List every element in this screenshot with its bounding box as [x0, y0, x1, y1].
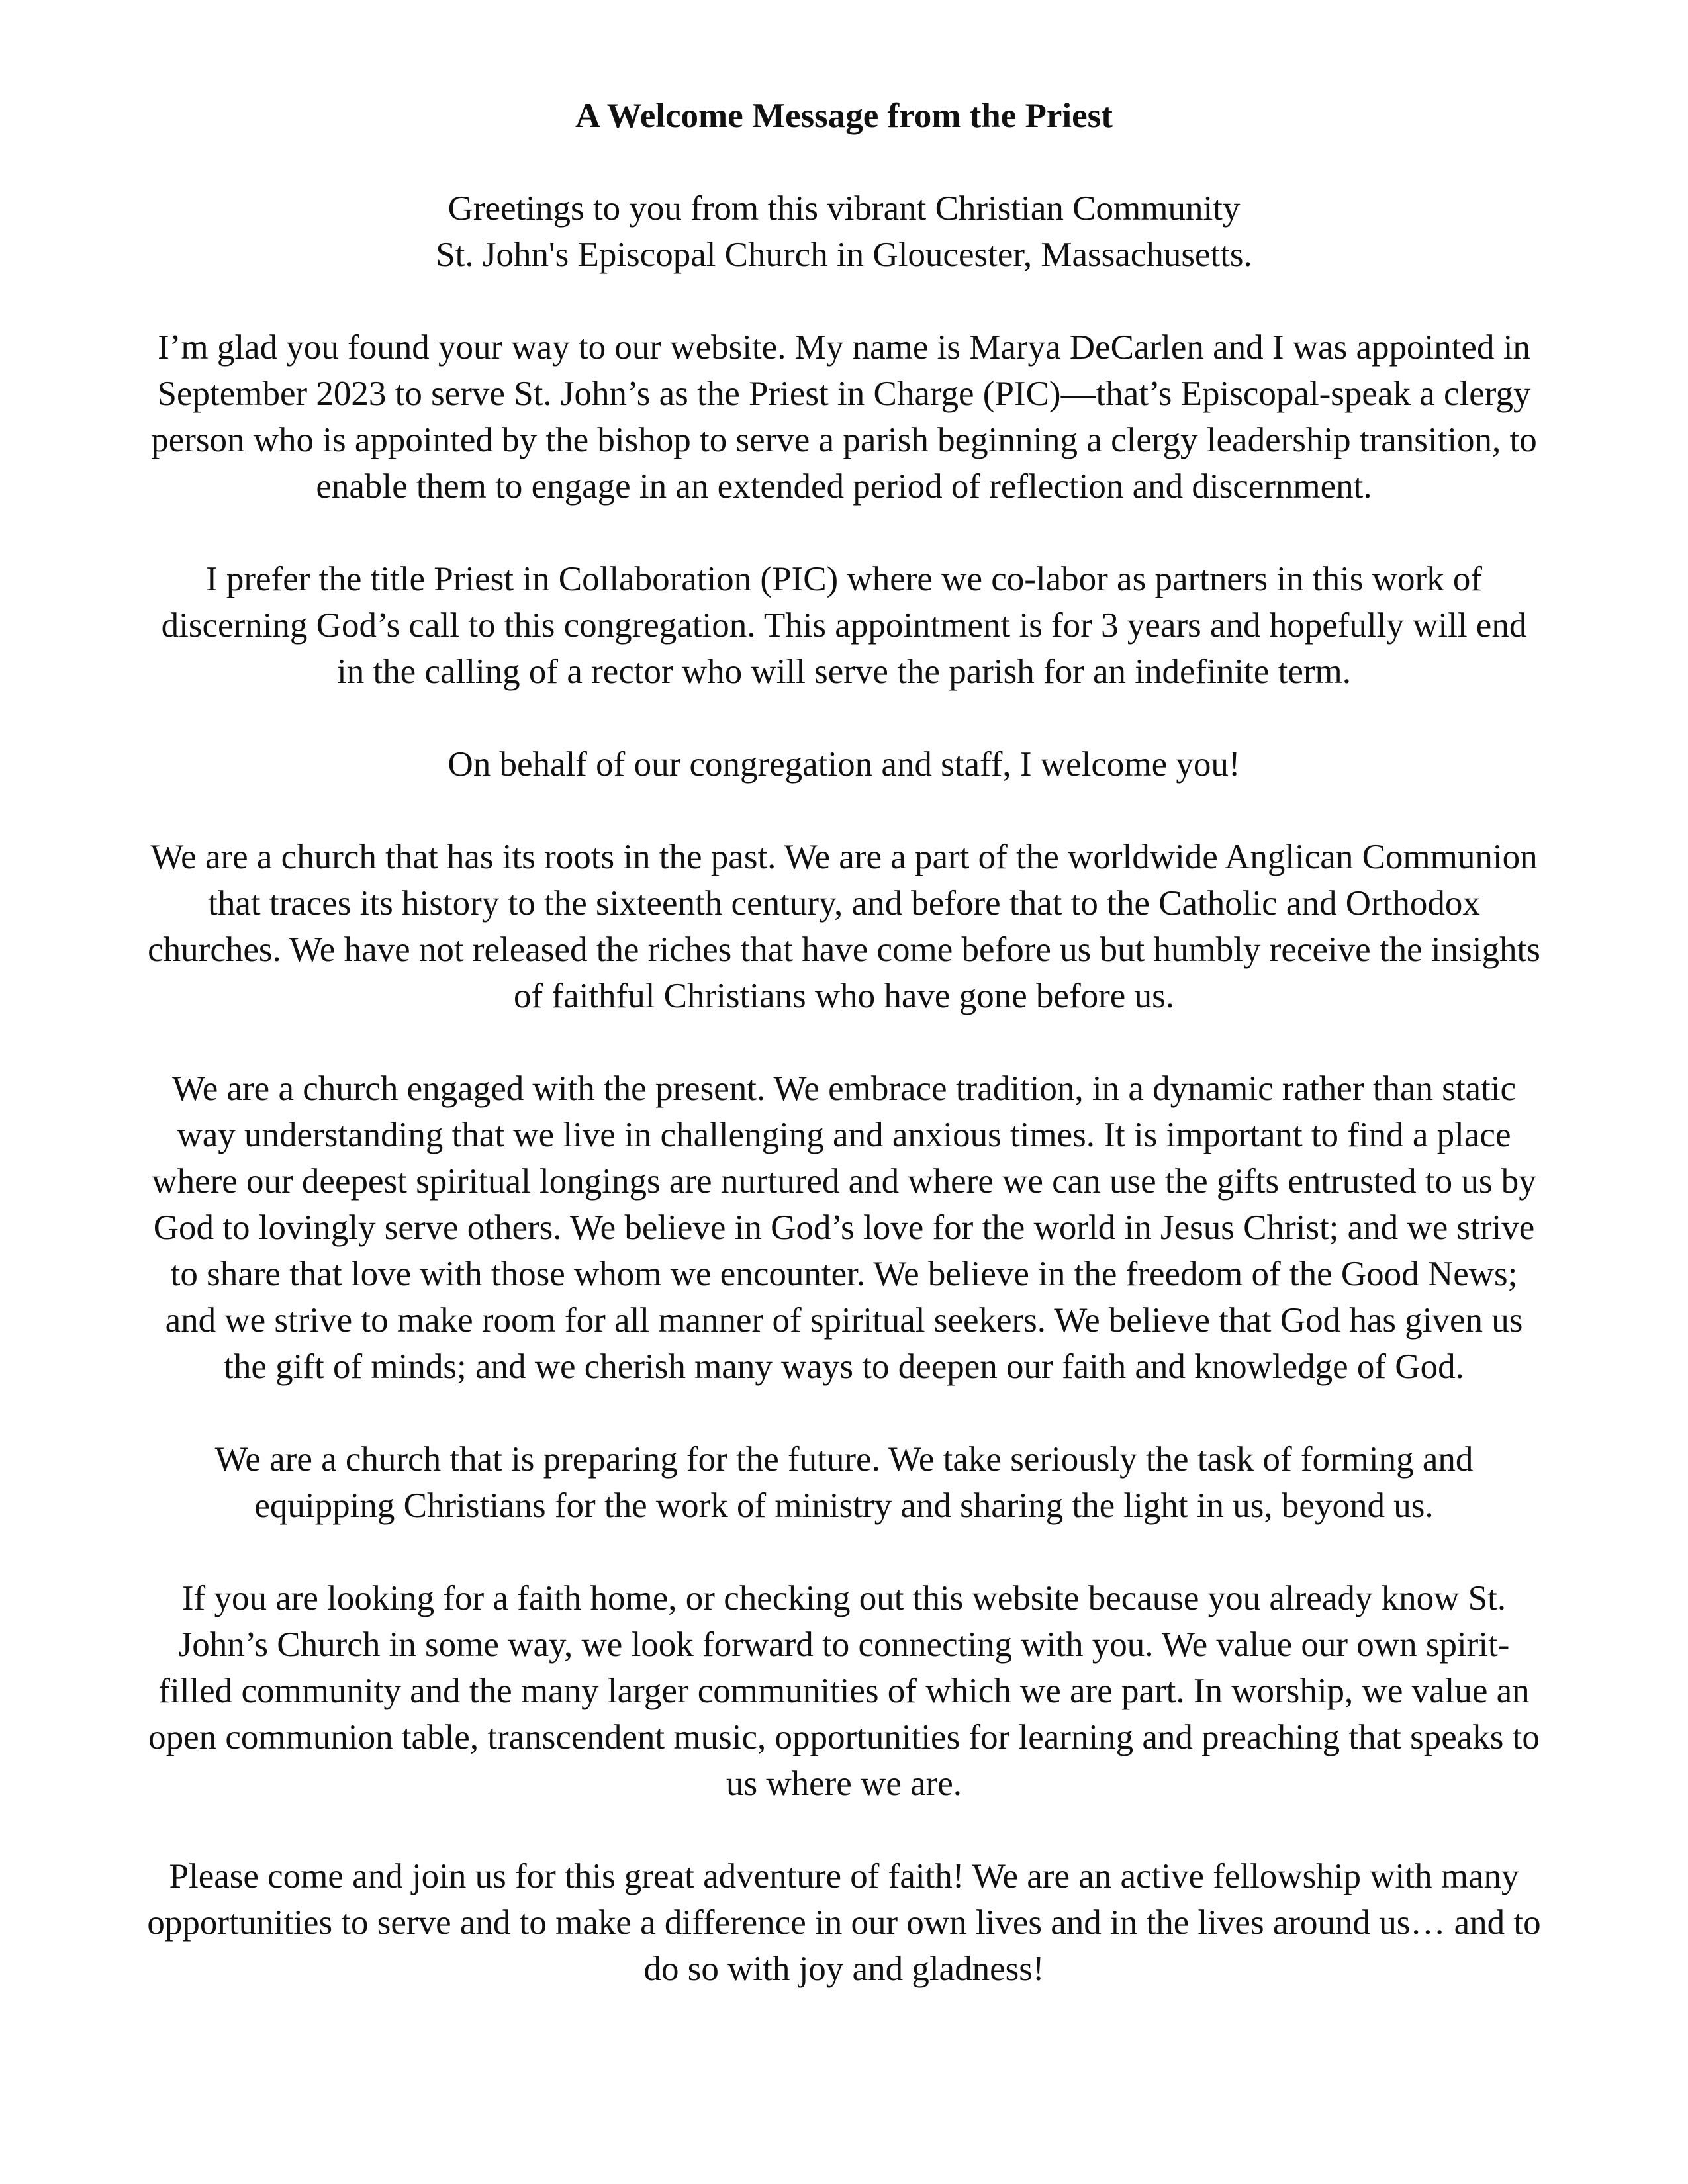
paragraph-line: Please come and join us for this great adventure of faith! We are an active fellowship with many: [169, 1857, 1519, 1895]
paragraph-line: in the calling of a rector who will serve the parish for an indefinite term.: [336, 653, 1352, 691]
paragraph-line: where our deepest spiritual longings are nurtured and where we can use the gifts entrusted to us by: [152, 1162, 1536, 1201]
paragraph-line: John’s Church in some way, we look forward to connecting with you. We value our own spirit-: [178, 1625, 1510, 1664]
document-title: A Welcome Message from the Priest: [575, 97, 1113, 135]
paragraph: [40, 1066, 1648, 1390]
paragraph-line: I’m glad you found your way to our website. My name is Marya DeCarlen and I was appointed in: [158, 328, 1530, 367]
paragraph: [40, 741, 1648, 788]
paragraph-line: do so with joy and gladness!: [643, 1950, 1045, 1988]
paragraph-line: We are a church that has its roots in the past. We are a part of the worldwide Anglican Communion: [150, 838, 1538, 876]
paragraph-line: We are a church engaged with the present. We embrace tradition, in a dynamic rather than static: [171, 1069, 1517, 1108]
paragraph-line: equipping Christians for the work of ministry and sharing the light in us, beyond us.: [254, 1486, 1434, 1525]
paragraph: [40, 556, 1648, 695]
paragraph-line: If you are looking for a faith home, or checking out this website because you already know St.: [181, 1579, 1507, 1617]
paragraph-line: to share that love with those whom we encounter. We believe in the freedom of the Good News;: [170, 1255, 1518, 1293]
paragraph: [40, 185, 1648, 278]
paragraph-line: discerning God’s call to this congregation. This appointment is for 3 years and hopefully will end: [161, 606, 1527, 645]
paragraph-line: On behalf of our congregation and staff, I welcome you!: [447, 745, 1241, 784]
paragraph: [40, 1436, 1648, 1529]
paragraph-line: opportunities to serve and to make a difference in our own lives and in the lives around us… and to: [147, 1903, 1541, 1942]
paragraph-line: and we strive to make room for all manner of spiritual seekers. We believe that God has given us: [165, 1301, 1523, 1340]
paragraph-line: We are a church that is preparing for the future. We take seriously the task of forming and: [214, 1440, 1474, 1479]
paragraph-line: way understanding that we live in challenging and anxious times. It is important to find a place: [177, 1116, 1511, 1154]
paragraph-line: Greetings to you from this vibrant Christian Community: [447, 189, 1241, 228]
paragraph-line: open communion table, transcendent music, opportunities for learning and preaching that speaks to: [148, 1718, 1540, 1756]
paragraph-line: the gift of minds; and we cherish many ways to deepen our faith and knowledge of God.: [224, 1347, 1464, 1386]
document-page: [40, 93, 1648, 2038]
paragraph: [40, 834, 1648, 1019]
paragraph-line: filled community and the many larger communities of which we are part. In worship, we value an: [158, 1672, 1530, 1710]
document-body: [40, 185, 1648, 1992]
paragraph-line: I prefer the title Priest in Collaboration (PIC) where we co-labor as partners in this work of: [205, 560, 1483, 598]
paragraph-line: churches. We have not released the riches that have come before us but humbly receive the insights: [148, 931, 1540, 969]
paragraph-line: that traces its history to the sixteenth century, and before that to the Catholic and Orthodox: [208, 884, 1480, 923]
paragraph: [40, 1575, 1648, 1807]
paragraph-line: St. John's Episcopal Church in Gloucester, Massachusetts.: [436, 236, 1252, 274]
paragraph-line: September 2023 to serve St. John’s as the Priest in Charge (PIC)—that’s Episcopal-speak a clergy: [157, 375, 1531, 413]
paragraph-line: God to lovingly serve others. We believe in God’s love for the world in Jesus Christ; and we strive: [153, 1208, 1535, 1247]
paragraph: [40, 1853, 1648, 1992]
paragraph-line: us where we are.: [726, 1764, 962, 1803]
paragraph-line: enable them to engage in an extended period of reflection and discernment.: [316, 467, 1372, 506]
paragraph-line: of faithful Christians who have gone before us.: [514, 977, 1174, 1015]
paragraph: [40, 324, 1648, 510]
paragraph-line: person who is appointed by the bishop to serve a parish beginning a clergy leadership transition, to: [151, 421, 1537, 459]
